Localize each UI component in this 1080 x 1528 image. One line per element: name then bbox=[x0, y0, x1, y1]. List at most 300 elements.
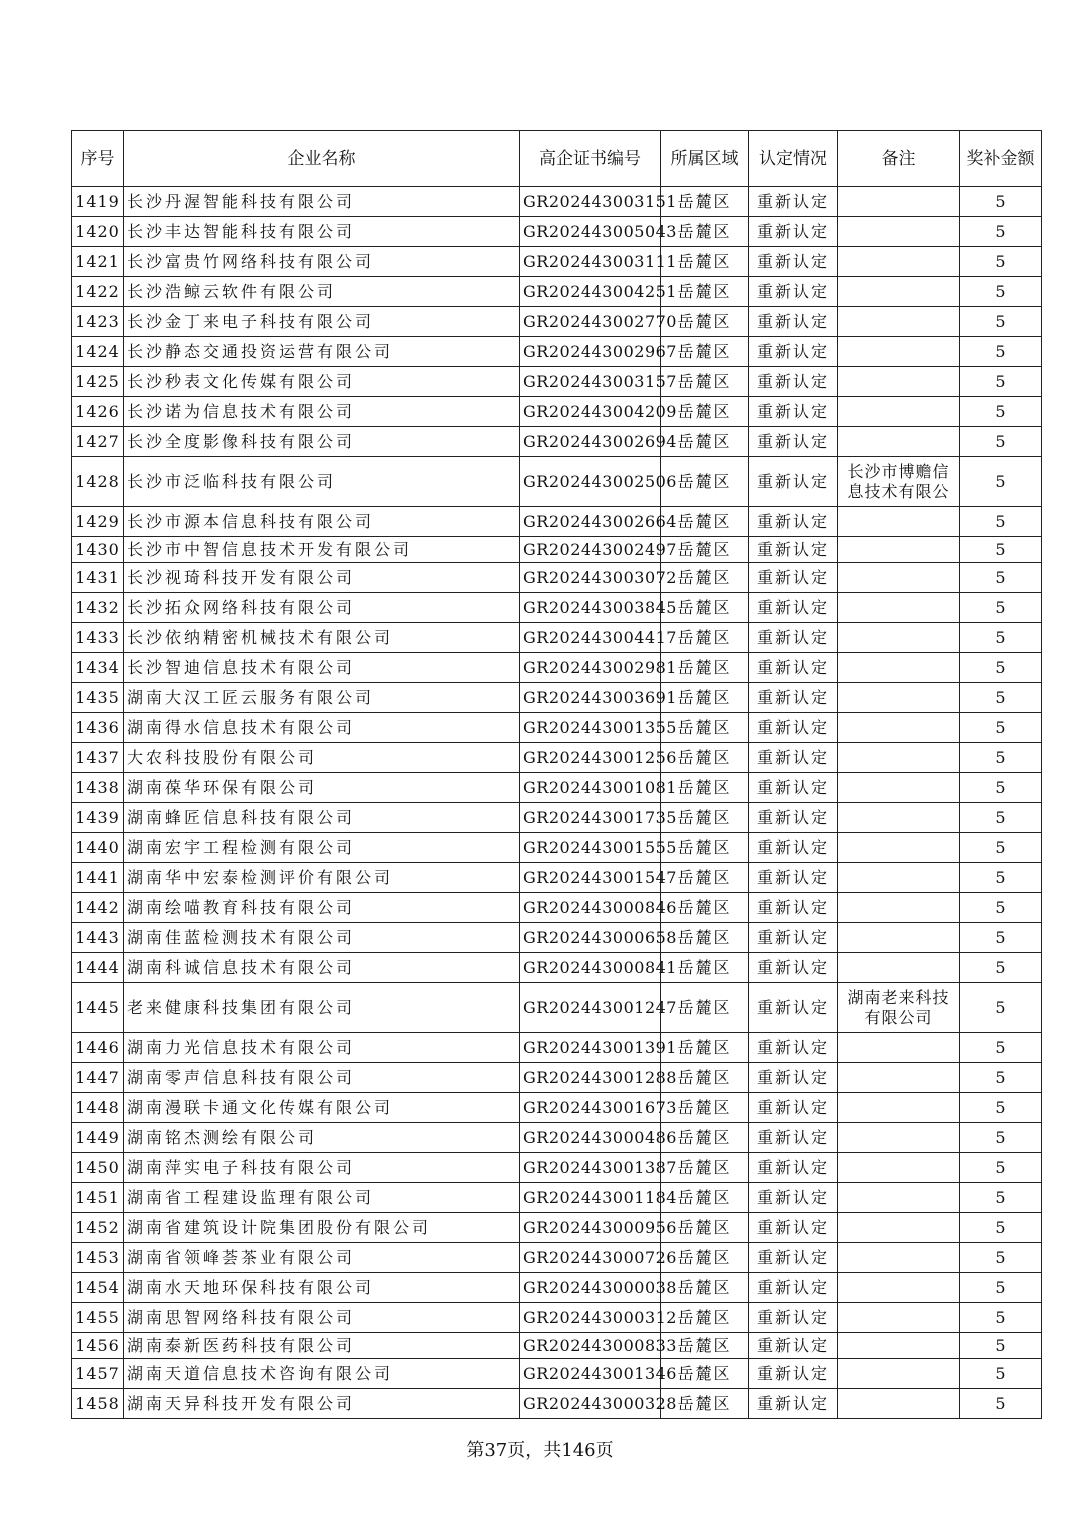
cell-cert-number: GR202443001256 bbox=[520, 743, 661, 773]
table-row bbox=[72, 337, 1042, 367]
cell-note bbox=[838, 1389, 960, 1419]
cell-status: 重新认定 bbox=[749, 187, 838, 217]
cell-company-name: 湖南水天地环保科技有限公司 bbox=[124, 1273, 520, 1303]
cell-status: 重新认定 bbox=[749, 833, 838, 863]
cell-company-name: 湖南绘喵教育科技有限公司 bbox=[124, 893, 520, 923]
cell-amount: 5 bbox=[960, 773, 1042, 803]
cell-note bbox=[838, 923, 960, 953]
cell-note bbox=[838, 277, 960, 307]
cell-seq: 1421 bbox=[72, 247, 124, 277]
cell-area: 岳麓区 bbox=[661, 833, 749, 863]
cell-company-name: 湖南力光信息技术有限公司 bbox=[124, 1033, 520, 1063]
cell-note bbox=[838, 563, 960, 593]
cell-status: 重新认定 bbox=[749, 623, 838, 653]
cell-company-name: 湖南天道信息技术咨询有限公司 bbox=[124, 1359, 520, 1389]
cell-area: 岳麓区 bbox=[661, 217, 749, 247]
cell-area: 岳麓区 bbox=[661, 507, 749, 537]
cell-note bbox=[838, 623, 960, 653]
cell-cert-number: GR202443002981 bbox=[520, 653, 661, 683]
cell-seq: 1436 bbox=[72, 713, 124, 743]
cell-note: 湖南老来科技有限公司 bbox=[838, 983, 960, 1033]
cell-amount: 5 bbox=[960, 623, 1042, 653]
cell-area: 岳麓区 bbox=[661, 683, 749, 713]
cell-note bbox=[838, 537, 960, 563]
table-row bbox=[72, 653, 1042, 683]
cell-note bbox=[838, 367, 960, 397]
cell-amount: 5 bbox=[960, 983, 1042, 1033]
table-row bbox=[72, 623, 1042, 653]
cell-area: 岳麓区 bbox=[661, 923, 749, 953]
table-row bbox=[72, 507, 1042, 537]
cell-seq: 1426 bbox=[72, 397, 124, 427]
cell-amount: 5 bbox=[960, 1183, 1042, 1213]
cell-note bbox=[838, 247, 960, 277]
cell-seq: 1437 bbox=[72, 743, 124, 773]
cell-note bbox=[838, 833, 960, 863]
cell-seq: 1455 bbox=[72, 1303, 124, 1333]
cell-seq: 1448 bbox=[72, 1093, 124, 1123]
cell-amount: 5 bbox=[960, 1303, 1042, 1333]
cell-seq: 1451 bbox=[72, 1183, 124, 1213]
cell-amount: 5 bbox=[960, 953, 1042, 983]
cell-status: 重新认定 bbox=[749, 537, 838, 563]
cell-amount: 5 bbox=[960, 833, 1042, 863]
header-status: 认定情况 bbox=[749, 131, 838, 187]
cell-cert-number: GR202443004417 bbox=[520, 623, 661, 653]
cell-company-name: 湖南蜂匠信息科技有限公司 bbox=[124, 803, 520, 833]
cell-area: 岳麓区 bbox=[661, 307, 749, 337]
cell-status: 重新认定 bbox=[749, 1183, 838, 1213]
cell-company-name: 湖南省建筑设计院集团股份有限公司 bbox=[124, 1213, 520, 1243]
table-row bbox=[72, 1123, 1042, 1153]
cell-seq: 1424 bbox=[72, 337, 124, 367]
cell-status: 重新认定 bbox=[749, 563, 838, 593]
cell-cert-number: GR202443000486 bbox=[520, 1123, 661, 1153]
cell-status: 重新认定 bbox=[749, 507, 838, 537]
cell-company-name: 湖南漫联卡通文化传媒有限公司 bbox=[124, 1093, 520, 1123]
cell-amount: 5 bbox=[960, 1033, 1042, 1063]
cell-note bbox=[838, 1213, 960, 1243]
cell-cert-number: GR202443002664 bbox=[520, 507, 661, 537]
cell-note bbox=[838, 1123, 960, 1153]
cell-note bbox=[838, 1183, 960, 1213]
table-row bbox=[72, 1333, 1042, 1359]
cell-seq: 1432 bbox=[72, 593, 124, 623]
cell-note bbox=[838, 773, 960, 803]
table-row bbox=[72, 217, 1042, 247]
cell-area: 岳麓区 bbox=[661, 1033, 749, 1063]
cell-area: 岳麓区 bbox=[661, 1303, 749, 1333]
cell-area: 岳麓区 bbox=[661, 983, 749, 1033]
cell-company-name: 长沙市泛临科技有限公司 bbox=[124, 457, 520, 507]
cell-cert-number: GR202443001355 bbox=[520, 713, 661, 743]
cell-seq: 1450 bbox=[72, 1153, 124, 1183]
cell-area: 岳麓区 bbox=[661, 593, 749, 623]
table-row bbox=[72, 1063, 1042, 1093]
cell-area: 岳麓区 bbox=[661, 367, 749, 397]
table-row bbox=[72, 247, 1042, 277]
cell-area: 岳麓区 bbox=[661, 1063, 749, 1093]
cell-area: 岳麓区 bbox=[661, 623, 749, 653]
enterprise-table bbox=[71, 130, 1042, 1419]
cell-note bbox=[838, 217, 960, 247]
table-row bbox=[72, 1389, 1042, 1419]
cell-note: 长沙市博赡信息技术有限公 bbox=[838, 457, 960, 507]
cell-seq: 1453 bbox=[72, 1243, 124, 1273]
cell-seq: 1456 bbox=[72, 1333, 124, 1359]
cell-cert-number: GR202443003845 bbox=[520, 593, 661, 623]
cell-seq: 1430 bbox=[72, 537, 124, 563]
cell-seq: 1445 bbox=[72, 983, 124, 1033]
cell-area: 岳麓区 bbox=[661, 1389, 749, 1419]
cell-area: 岳麓区 bbox=[661, 1153, 749, 1183]
page-number: 第37页，共146页 bbox=[466, 1440, 614, 1461]
cell-status: 重新认定 bbox=[749, 1033, 838, 1063]
cell-area: 岳麓区 bbox=[661, 893, 749, 923]
table-row bbox=[72, 1153, 1042, 1183]
header-cert-number: 高企证书编号 bbox=[520, 131, 661, 187]
cell-note bbox=[838, 803, 960, 833]
cell-amount: 5 bbox=[960, 1359, 1042, 1389]
cell-note bbox=[838, 683, 960, 713]
cell-note bbox=[838, 427, 960, 457]
cell-note bbox=[838, 1333, 960, 1359]
header-note: 备注 bbox=[838, 131, 960, 187]
cell-seq: 1428 bbox=[72, 457, 124, 507]
cell-note bbox=[838, 743, 960, 773]
cell-cert-number: GR202443001547 bbox=[520, 863, 661, 893]
header-amount: 奖补金额 bbox=[960, 131, 1042, 187]
cell-status: 重新认定 bbox=[749, 1213, 838, 1243]
cell-cert-number: GR202443000658 bbox=[520, 923, 661, 953]
cell-area: 岳麓区 bbox=[661, 653, 749, 683]
cell-seq: 1447 bbox=[72, 1063, 124, 1093]
cell-cert-number: GR202443003111 bbox=[520, 247, 661, 277]
cell-note bbox=[838, 507, 960, 537]
table-row bbox=[72, 367, 1042, 397]
table-row bbox=[72, 1183, 1042, 1213]
cell-note bbox=[838, 863, 960, 893]
cell-company-name: 长沙浩鲸云软件有限公司 bbox=[124, 277, 520, 307]
cell-amount: 5 bbox=[960, 743, 1042, 773]
cell-status: 重新认定 bbox=[749, 893, 838, 923]
cell-company-name: 湖南天异科技开发有限公司 bbox=[124, 1389, 520, 1419]
table-row bbox=[72, 1273, 1042, 1303]
cell-seq: 1449 bbox=[72, 1123, 124, 1153]
cell-area: 岳麓区 bbox=[661, 953, 749, 983]
cell-area: 岳麓区 bbox=[661, 337, 749, 367]
cell-status: 重新认定 bbox=[749, 397, 838, 427]
cell-seq: 1429 bbox=[72, 507, 124, 537]
cell-seq: 1435 bbox=[72, 683, 124, 713]
cell-amount: 5 bbox=[960, 307, 1042, 337]
cell-company-name: 湖南大汉工匠云服务有限公司 bbox=[124, 683, 520, 713]
cell-seq: 1434 bbox=[72, 653, 124, 683]
cell-cert-number: GR202443003151 bbox=[520, 187, 661, 217]
cell-area: 岳麓区 bbox=[661, 457, 749, 507]
cell-status: 重新认定 bbox=[749, 1093, 838, 1123]
cell-cert-number: GR202443003157 bbox=[520, 367, 661, 397]
cell-seq: 1425 bbox=[72, 367, 124, 397]
cell-status: 重新认定 bbox=[749, 1303, 838, 1333]
cell-status: 重新认定 bbox=[749, 1153, 838, 1183]
table-row bbox=[72, 1243, 1042, 1273]
table-row bbox=[72, 1213, 1042, 1243]
table-row bbox=[72, 427, 1042, 457]
cell-amount: 5 bbox=[960, 1093, 1042, 1123]
cell-company-name: 长沙视琦科技开发有限公司 bbox=[124, 563, 520, 593]
cell-status: 重新认定 bbox=[749, 743, 838, 773]
cell-area: 岳麓区 bbox=[661, 1359, 749, 1389]
cell-status: 重新认定 bbox=[749, 1243, 838, 1273]
cell-amount: 5 bbox=[960, 457, 1042, 507]
header-company-name: 企业名称 bbox=[124, 131, 520, 187]
cell-company-name: 长沙智迪信息技术有限公司 bbox=[124, 653, 520, 683]
cell-cert-number: GR202443001288 bbox=[520, 1063, 661, 1093]
cell-amount: 5 bbox=[960, 187, 1042, 217]
cell-area: 岳麓区 bbox=[661, 563, 749, 593]
table-row bbox=[72, 863, 1042, 893]
cell-company-name: 长沙市中智信息技术开发有限公司 bbox=[124, 537, 520, 563]
cell-amount: 5 bbox=[960, 277, 1042, 307]
cell-company-name: 湖南得水信息技术有限公司 bbox=[124, 713, 520, 743]
cell-amount: 5 bbox=[960, 337, 1042, 367]
cell-amount: 5 bbox=[960, 1389, 1042, 1419]
table-row bbox=[72, 1303, 1042, 1333]
cell-amount: 5 bbox=[960, 427, 1042, 457]
cell-company-name: 湖南思智网络科技有限公司 bbox=[124, 1303, 520, 1333]
cell-note bbox=[838, 187, 960, 217]
cell-area: 岳麓区 bbox=[661, 1243, 749, 1273]
table-row bbox=[72, 277, 1042, 307]
cell-seq: 1438 bbox=[72, 773, 124, 803]
cell-status: 重新认定 bbox=[749, 367, 838, 397]
cell-cert-number: GR202443001081 bbox=[520, 773, 661, 803]
cell-status: 重新认定 bbox=[749, 863, 838, 893]
cell-status: 重新认定 bbox=[749, 1273, 838, 1303]
table-row bbox=[72, 1093, 1042, 1123]
cell-cert-number: GR202443004251 bbox=[520, 277, 661, 307]
cell-amount: 5 bbox=[960, 1153, 1042, 1183]
cell-amount: 5 bbox=[960, 507, 1042, 537]
cell-note bbox=[838, 953, 960, 983]
table-row bbox=[72, 983, 1042, 1033]
cell-status: 重新认定 bbox=[749, 593, 838, 623]
cell-seq: 1431 bbox=[72, 563, 124, 593]
cell-area: 岳麓区 bbox=[661, 397, 749, 427]
cell-area: 岳麓区 bbox=[661, 247, 749, 277]
cell-cert-number: GR202443000846 bbox=[520, 893, 661, 923]
cell-cert-number: GR202443000328 bbox=[520, 1389, 661, 1419]
cell-amount: 5 bbox=[960, 1063, 1042, 1093]
table-body bbox=[72, 187, 1042, 1419]
cell-status: 重新认定 bbox=[749, 653, 838, 683]
table-row bbox=[72, 1033, 1042, 1063]
cell-cert-number: GR202443002770 bbox=[520, 307, 661, 337]
cell-status: 重新认定 bbox=[749, 427, 838, 457]
cell-company-name: 长沙丰达智能科技有限公司 bbox=[124, 217, 520, 247]
cell-company-name: 长沙富贵竹网络科技有限公司 bbox=[124, 247, 520, 277]
cell-seq: 1457 bbox=[72, 1359, 124, 1389]
table-header-row bbox=[72, 131, 1042, 187]
cell-amount: 5 bbox=[960, 923, 1042, 953]
table-row bbox=[72, 307, 1042, 337]
cell-note bbox=[838, 653, 960, 683]
cell-seq: 1423 bbox=[72, 307, 124, 337]
cell-cert-number: GR202443001247 bbox=[520, 983, 661, 1033]
cell-seq: 1454 bbox=[72, 1273, 124, 1303]
cell-amount: 5 bbox=[960, 367, 1042, 397]
cell-seq: 1446 bbox=[72, 1033, 124, 1063]
cell-amount: 5 bbox=[960, 1333, 1042, 1359]
cell-seq: 1439 bbox=[72, 803, 124, 833]
table-row bbox=[72, 457, 1042, 507]
cell-area: 岳麓区 bbox=[661, 427, 749, 457]
cell-seq: 1443 bbox=[72, 923, 124, 953]
cell-company-name: 湖南泰新医药科技有限公司 bbox=[124, 1333, 520, 1359]
cell-cert-number: GR202443002694 bbox=[520, 427, 661, 457]
cell-company-name: 湖南科诚信息技术有限公司 bbox=[124, 953, 520, 983]
cell-company-name: 湖南铭杰测绘有限公司 bbox=[124, 1123, 520, 1153]
cell-note bbox=[838, 1273, 960, 1303]
cell-cert-number: GR202443000038 bbox=[520, 1273, 661, 1303]
cell-amount: 5 bbox=[960, 863, 1042, 893]
cell-seq: 1427 bbox=[72, 427, 124, 457]
cell-company-name: 长沙静态交通投资运营有限公司 bbox=[124, 337, 520, 367]
cell-company-name: 长沙金丁来电子科技有限公司 bbox=[124, 307, 520, 337]
cell-seq: 1442 bbox=[72, 893, 124, 923]
cell-company-name: 大农科技股份有限公司 bbox=[124, 743, 520, 773]
cell-cert-number: GR202443001735 bbox=[520, 803, 661, 833]
table-row bbox=[72, 187, 1042, 217]
cell-status: 重新认定 bbox=[749, 1123, 838, 1153]
cell-cert-number: GR202443001673 bbox=[520, 1093, 661, 1123]
cell-note bbox=[838, 1243, 960, 1273]
cell-status: 重新认定 bbox=[749, 247, 838, 277]
cell-cert-number: GR202443004209 bbox=[520, 397, 661, 427]
cell-cert-number: GR202443000841 bbox=[520, 953, 661, 983]
cell-company-name: 老来健康科技集团有限公司 bbox=[124, 983, 520, 1033]
header-seq: 序号 bbox=[72, 131, 124, 187]
cell-company-name: 湖南华中宏泰检测评价有限公司 bbox=[124, 863, 520, 893]
cell-cert-number: GR202443001346 bbox=[520, 1359, 661, 1389]
cell-seq: 1444 bbox=[72, 953, 124, 983]
cell-cert-number: GR202443000833 bbox=[520, 1333, 661, 1359]
cell-company-name: 湖南省工程建设监理有限公司 bbox=[124, 1183, 520, 1213]
cell-cert-number: GR202443000312 bbox=[520, 1303, 661, 1333]
cell-status: 重新认定 bbox=[749, 1333, 838, 1359]
cell-note bbox=[838, 1033, 960, 1063]
cell-cert-number: GR202443002497 bbox=[520, 537, 661, 563]
cell-area: 岳麓区 bbox=[661, 537, 749, 563]
cell-company-name: 长沙依纳精密机械技术有限公司 bbox=[124, 623, 520, 653]
cell-amount: 5 bbox=[960, 1273, 1042, 1303]
cell-company-name: 湖南萍实电子科技有限公司 bbox=[124, 1153, 520, 1183]
cell-amount: 5 bbox=[960, 683, 1042, 713]
cell-amount: 5 bbox=[960, 247, 1042, 277]
cell-cert-number: GR202443003691 bbox=[520, 683, 661, 713]
cell-amount: 5 bbox=[960, 803, 1042, 833]
table-row bbox=[72, 893, 1042, 923]
cell-note bbox=[838, 1093, 960, 1123]
cell-status: 重新认定 bbox=[749, 923, 838, 953]
cell-cert-number: GR202443001184 bbox=[520, 1183, 661, 1213]
cell-note bbox=[838, 337, 960, 367]
cell-note bbox=[838, 1153, 960, 1183]
cell-company-name: 湖南省领峰荟茶业有限公司 bbox=[124, 1243, 520, 1273]
cell-seq: 1458 bbox=[72, 1389, 124, 1419]
cell-note bbox=[838, 713, 960, 743]
cell-status: 重新认定 bbox=[749, 713, 838, 743]
cell-note bbox=[838, 1359, 960, 1389]
cell-status: 重新认定 bbox=[749, 773, 838, 803]
table-row bbox=[72, 833, 1042, 863]
cell-seq: 1440 bbox=[72, 833, 124, 863]
cell-status: 重新认定 bbox=[749, 217, 838, 247]
cell-note bbox=[838, 1303, 960, 1333]
cell-amount: 5 bbox=[960, 217, 1042, 247]
cell-status: 重新认定 bbox=[749, 683, 838, 713]
table-row bbox=[72, 803, 1042, 833]
cell-seq: 1422 bbox=[72, 277, 124, 307]
cell-status: 重新认定 bbox=[749, 953, 838, 983]
cell-amount: 5 bbox=[960, 563, 1042, 593]
cell-area: 岳麓区 bbox=[661, 1123, 749, 1153]
cell-company-name: 湖南佳蓝检测技术有限公司 bbox=[124, 923, 520, 953]
cell-area: 岳麓区 bbox=[661, 773, 749, 803]
cell-status: 重新认定 bbox=[749, 337, 838, 367]
cell-area: 岳麓区 bbox=[661, 1093, 749, 1123]
cell-status: 重新认定 bbox=[749, 1389, 838, 1419]
cell-area: 岳麓区 bbox=[661, 1183, 749, 1213]
cell-note bbox=[838, 593, 960, 623]
cell-area: 岳麓区 bbox=[661, 187, 749, 217]
table-row bbox=[72, 773, 1042, 803]
cell-company-name: 长沙诺为信息技术有限公司 bbox=[124, 397, 520, 427]
table-row bbox=[72, 923, 1042, 953]
cell-seq: 1452 bbox=[72, 1213, 124, 1243]
cell-status: 重新认定 bbox=[749, 1359, 838, 1389]
cell-amount: 5 bbox=[960, 593, 1042, 623]
cell-area: 岳麓区 bbox=[661, 863, 749, 893]
cell-status: 重新认定 bbox=[749, 1063, 838, 1093]
table-row bbox=[72, 743, 1042, 773]
cell-area: 岳麓区 bbox=[661, 713, 749, 743]
table-row bbox=[72, 953, 1042, 983]
cell-area: 岳麓区 bbox=[661, 1333, 749, 1359]
cell-status: 重新认定 bbox=[749, 983, 838, 1033]
cell-company-name: 长沙秒表文化传媒有限公司 bbox=[124, 367, 520, 397]
cell-status: 重新认定 bbox=[749, 277, 838, 307]
cell-amount: 5 bbox=[960, 1213, 1042, 1243]
cell-cert-number: GR202443005043 bbox=[520, 217, 661, 247]
cell-status: 重新认定 bbox=[749, 803, 838, 833]
cell-cert-number: GR202443001555 bbox=[520, 833, 661, 863]
table-row bbox=[72, 1359, 1042, 1389]
cell-note bbox=[838, 307, 960, 337]
cell-seq: 1433 bbox=[72, 623, 124, 653]
cell-cert-number: GR202443003072 bbox=[520, 563, 661, 593]
table-row bbox=[72, 563, 1042, 593]
cell-company-name: 湖南宏宇工程检测有限公司 bbox=[124, 833, 520, 863]
cell-seq: 1420 bbox=[72, 217, 124, 247]
cell-amount: 5 bbox=[960, 713, 1042, 743]
header-area: 所属区域 bbox=[661, 131, 749, 187]
cell-cert-number: GR202443001387 bbox=[520, 1153, 661, 1183]
cell-cert-number: GR202443001391 bbox=[520, 1033, 661, 1063]
table-row bbox=[72, 397, 1042, 427]
cell-note bbox=[838, 397, 960, 427]
